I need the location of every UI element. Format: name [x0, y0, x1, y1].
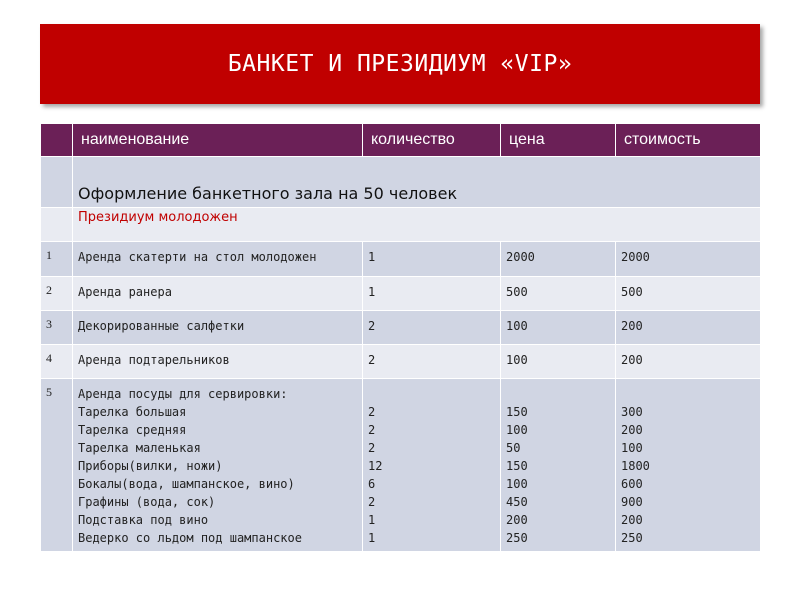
group-item-quantity: 6: [368, 477, 376, 491]
group-item-cost: 1800: [621, 459, 650, 473]
group-item-price: 150: [506, 459, 528, 473]
subsection-num-cell: [41, 208, 73, 242]
group-item-price: 150: [506, 405, 528, 419]
table-row-group: [41, 379, 761, 552]
header-cost: стоимость: [616, 124, 761, 157]
group-item-price: 450: [506, 495, 528, 509]
group-item-name: Приборы(вилки, ножи): [78, 459, 223, 473]
group-price-cell: [501, 379, 616, 552]
group-item-cost: 100: [621, 441, 643, 455]
group-item-quantity: 1: [368, 513, 376, 527]
page-title: БАНКЕТ И ПРЕЗИДИУМ «VIP»: [227, 51, 573, 77]
group-item-quantity: 2: [368, 405, 376, 419]
group-quantity-cell: [363, 379, 501, 552]
row-quantity: 2: [363, 311, 501, 345]
header-name: наименование: [73, 124, 363, 157]
group-item-cost: 250: [621, 531, 643, 545]
row-price: 100: [501, 311, 616, 345]
group-item-quantity: 2: [368, 423, 376, 437]
group-item-cost: 600: [621, 477, 643, 491]
header-quantity: количество: [363, 124, 501, 157]
group-item-price: 250: [506, 531, 528, 545]
table-row: [41, 345, 761, 379]
group-item-cost: 900: [621, 495, 643, 509]
row-name: Аренда ранера: [73, 277, 363, 311]
group-item-name: Тарелка средняя: [78, 423, 187, 437]
row-number: 3: [41, 311, 73, 345]
group-item-name: Подставка под вино: [78, 513, 209, 527]
section-title: Оформление банкетного зала на 50 человек: [78, 184, 458, 203]
header-price: цена: [501, 124, 616, 157]
row-cost: 200: [616, 345, 761, 379]
row-number: 1: [41, 242, 73, 277]
row-cost: 200: [616, 311, 761, 345]
group-item-name: Ведерко со льдом под шампанское: [78, 531, 302, 545]
row-cost: 500: [616, 277, 761, 311]
row-quantity: 2: [363, 345, 501, 379]
group-item-price: 100: [506, 423, 528, 437]
group-item-quantity: 2: [368, 495, 376, 509]
group-item-name: Бокалы(вода, шампанское, вино): [78, 477, 295, 491]
subsection-cell: [73, 208, 761, 242]
row-name: Декорированные салфетки: [73, 311, 363, 345]
row-name: Аренда подтарельников: [73, 345, 363, 379]
group-item-cost: 300: [621, 405, 643, 419]
row-price: 500: [501, 277, 616, 311]
price-table: [40, 123, 761, 552]
section-row: [41, 157, 761, 208]
group-item-cost: 200: [621, 513, 643, 527]
row-name: Аренда скатерти на стол молодожен: [73, 242, 363, 277]
row-number: 2: [41, 277, 73, 311]
group-item-quantity: 12: [368, 459, 383, 473]
group-item-name: Графины (вода, сок): [78, 495, 216, 509]
table-row: [41, 311, 761, 345]
row-quantity: 1: [363, 242, 501, 277]
row-quantity: 1: [363, 277, 501, 311]
group-name-cell: [73, 379, 363, 552]
table-row: [41, 242, 761, 277]
group-item-quantity: 1: [368, 531, 376, 545]
group-item-name: Тарелка большая: [78, 405, 187, 419]
group-item-price: 200: [506, 513, 528, 527]
group-item-cost: 200: [621, 423, 643, 437]
section-cell: [73, 157, 761, 208]
section-num-cell: [41, 157, 73, 208]
header-number: [41, 124, 73, 157]
row-price: 2000: [501, 242, 616, 277]
row-price: 100: [501, 345, 616, 379]
group-cost-cell: [616, 379, 761, 552]
subsection-row: [41, 208, 761, 242]
table-header-row: [41, 124, 761, 157]
row-number: 5: [41, 379, 73, 552]
table-row: [41, 277, 761, 311]
group-item-price: 50: [506, 441, 521, 455]
group-item-price: 100: [506, 477, 528, 491]
group-item-quantity: 2: [368, 441, 376, 455]
group-item-name: Тарелка маленькая: [78, 441, 201, 455]
subsection-title: Президиум молодожен: [78, 210, 238, 225]
row-number: 4: [41, 345, 73, 379]
row-cost: 2000: [616, 242, 761, 277]
title-banner: [40, 24, 760, 104]
group-heading: Аренда посуды для сервировки:: [78, 387, 288, 401]
